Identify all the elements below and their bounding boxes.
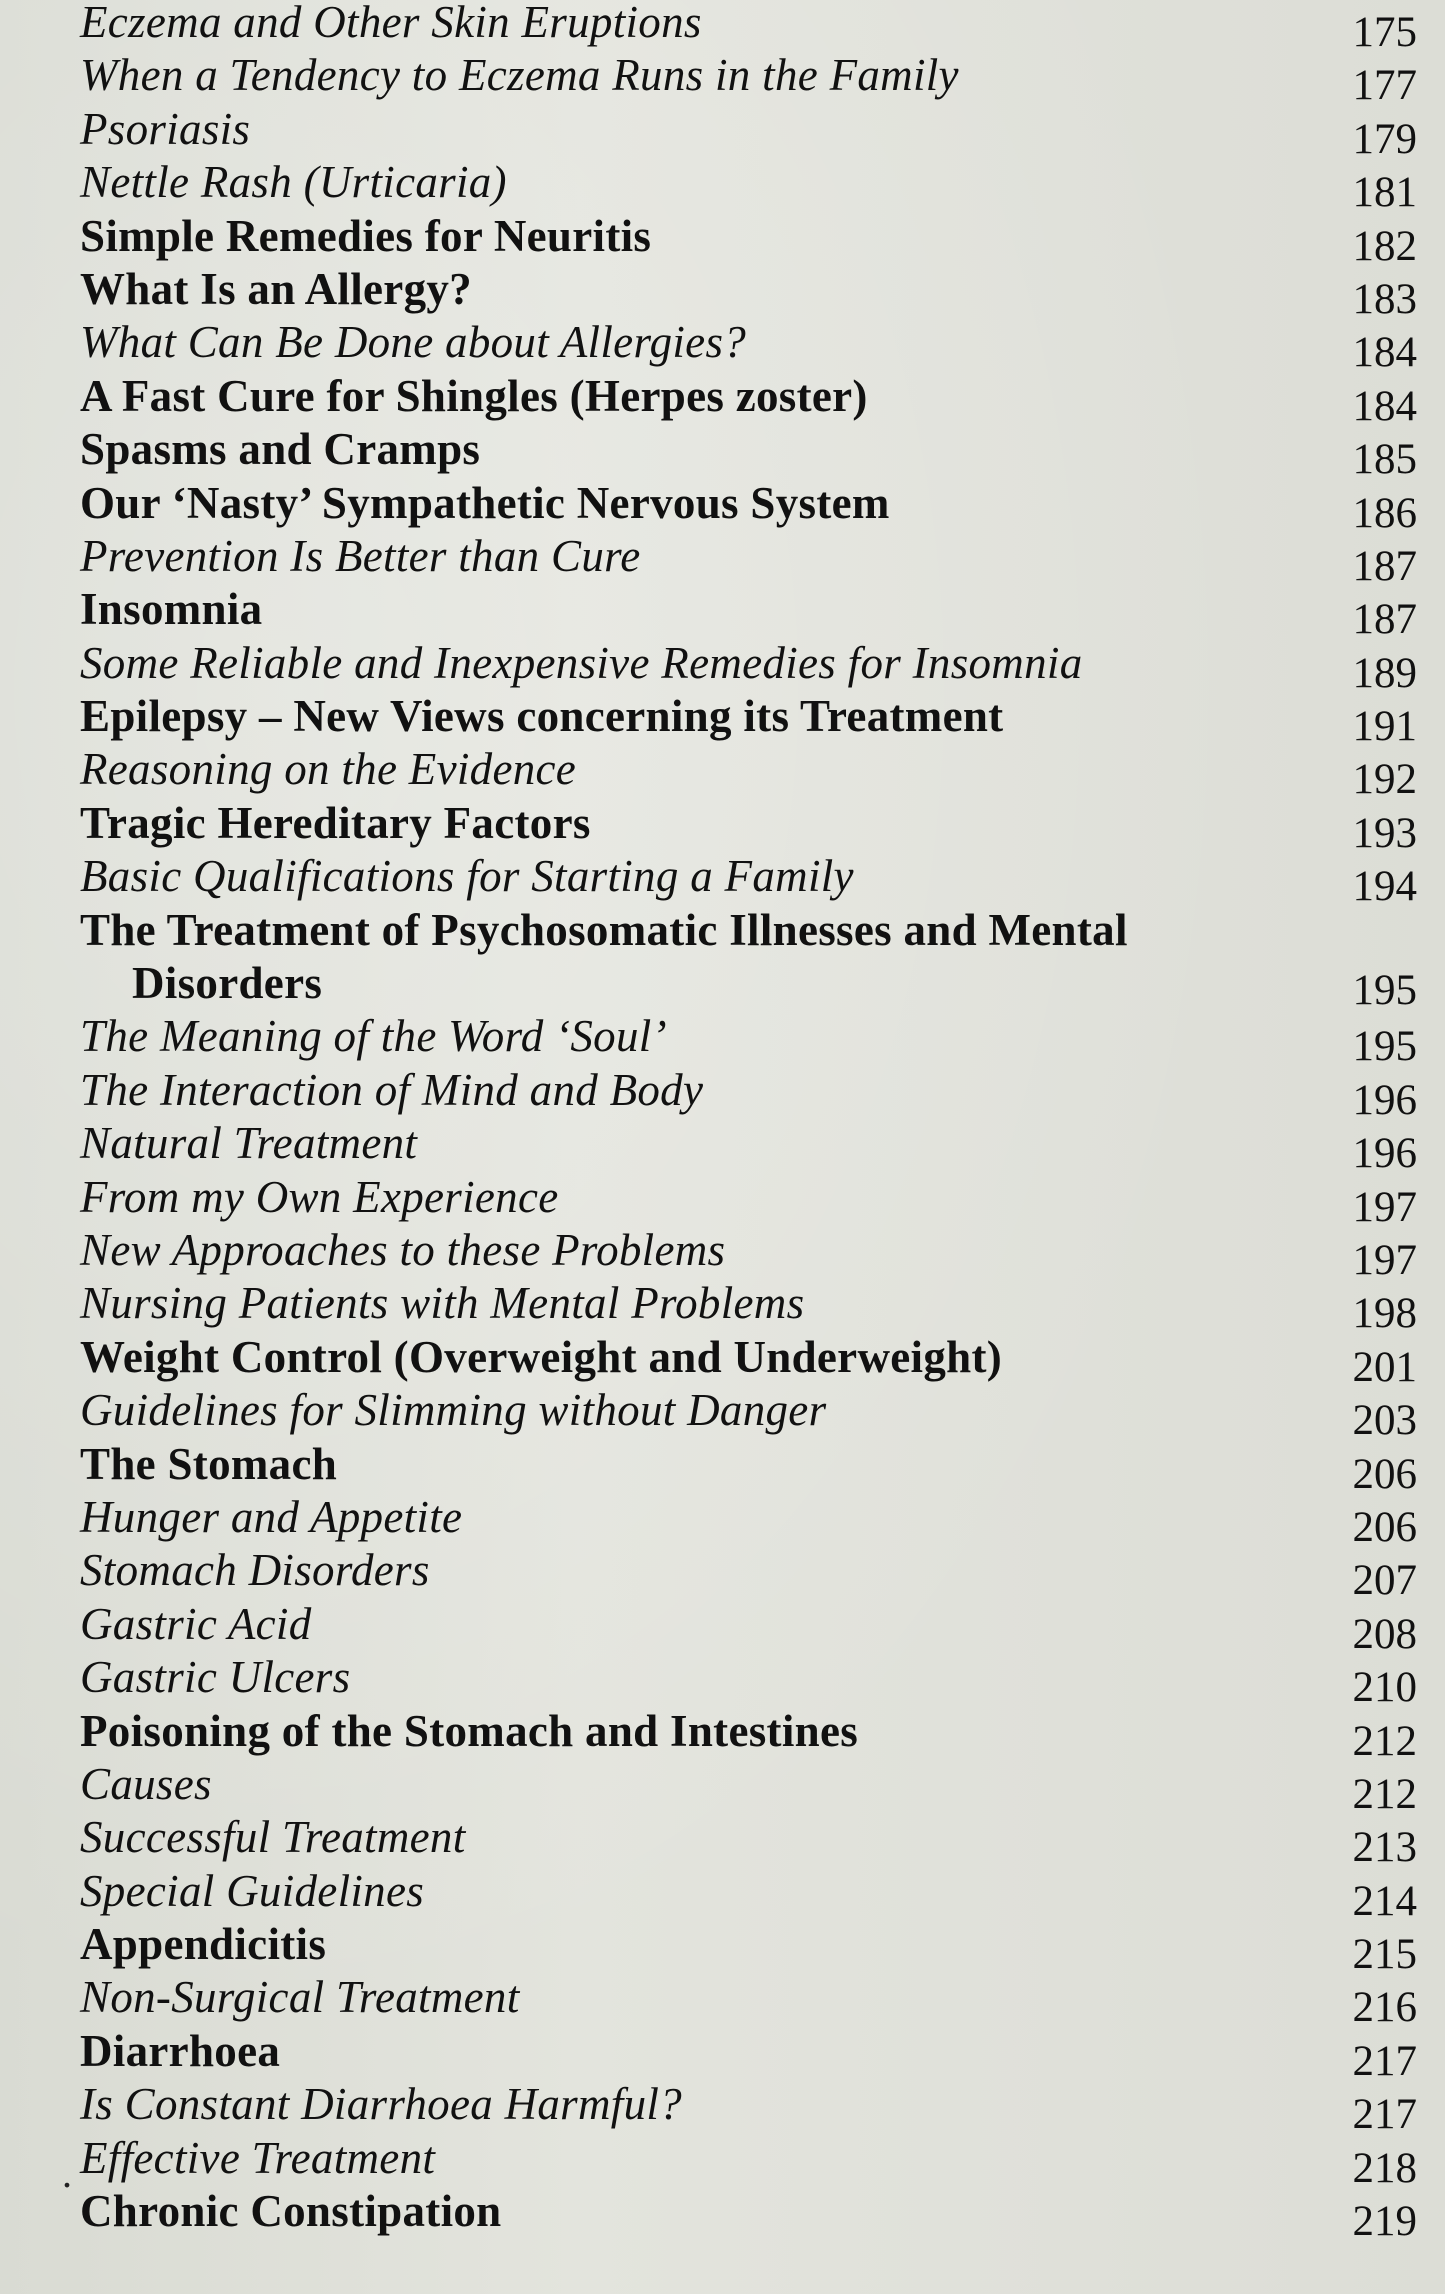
toc-entry-title-text: The Treatment of Psychosomatic Illnesses and Mental bbox=[80, 904, 1128, 955]
toc-entry-title-text: Stomach Disorders bbox=[80, 1545, 430, 1596]
toc-entry bbox=[0, 368, 1445, 430]
toc-entry-title bbox=[80, 1491, 1240, 1544]
toc-entry-page-number: 192 bbox=[1352, 756, 1417, 804]
toc-entry-title bbox=[80, 2078, 1240, 2131]
toc-entry-title-text: Gastric Ulcers bbox=[80, 1652, 351, 1703]
toc-entry bbox=[0, 314, 1445, 377]
toc-entry-title bbox=[80, 1224, 1240, 1277]
toc-entry-title bbox=[80, 583, 1240, 636]
toc-entry-title-text: Reasoning on the Evidence bbox=[80, 744, 577, 795]
toc-entry-page-number: 196 bbox=[1352, 1076, 1417, 1124]
toc-entry-title bbox=[80, 637, 1240, 690]
toc-entry-page-number: 189 bbox=[1352, 649, 1417, 697]
toc-entry bbox=[0, 1542, 1445, 1605]
toc-entry bbox=[0, 1062, 1445, 1124]
toc-entry-title bbox=[80, 1171, 1240, 1224]
toc-entry bbox=[0, 528, 1445, 590]
toc-entry bbox=[0, 848, 1445, 911]
toc-entry bbox=[0, 1382, 1445, 1445]
toc-entry bbox=[0, 1969, 1445, 2032]
toc-entry-title-text: Guidelines for Slimming without Danger bbox=[80, 1385, 827, 1436]
toc-entry-page-number: 182 bbox=[1352, 222, 1417, 270]
toc-entry-title bbox=[80, 2132, 1240, 2185]
toc-entry-page-number: 201 bbox=[1352, 1343, 1417, 1391]
toc-entry-title bbox=[80, 530, 1240, 583]
toc-entry-title-text: Epilepsy – New Views concerning its Treatment bbox=[80, 691, 1004, 742]
toc-entry-title bbox=[80, 49, 1240, 102]
toc-entry-title bbox=[80, 156, 1240, 209]
toc-entry-title bbox=[80, 1010, 1240, 1063]
toc-entry-title bbox=[80, 103, 1240, 156]
toc-entry-page-number: 183 bbox=[1352, 275, 1417, 323]
toc-entry-page-number: 194 bbox=[1352, 863, 1417, 911]
toc-entry-title-text: Is Constant Diarrhoea Harmful? bbox=[80, 2079, 682, 2130]
toc-entry bbox=[0, 1329, 1445, 1391]
toc-entry-title bbox=[80, 0, 1240, 49]
toc-entry-title bbox=[80, 1117, 1240, 1170]
toc-entry-title-text: Spasms and Cramps bbox=[80, 424, 481, 475]
toc-entry bbox=[0, 1222, 1445, 1284]
toc-entry bbox=[0, 154, 1445, 217]
toc-entry-title bbox=[80, 477, 1240, 530]
toc-entry-title-text: Insomnia bbox=[80, 584, 263, 635]
toc-entry-title-text: The Stomach bbox=[80, 1438, 338, 1489]
toc-entry-title-continuation: Disorders bbox=[132, 957, 323, 1008]
toc-entry-page-number: 187 bbox=[1352, 596, 1417, 644]
toc-entry-title-text: Some Reliable and Inexpensive Remedies for Insomnia bbox=[80, 637, 1083, 688]
toc-entry-title bbox=[80, 904, 1240, 1010]
toc-entry-title bbox=[80, 370, 1240, 423]
toc-entry bbox=[0, 2183, 1445, 2246]
toc-entry-title-text: Gastric Acid bbox=[80, 1598, 312, 1649]
toc-entry-title bbox=[80, 1811, 1240, 1864]
toc-entry bbox=[0, 688, 1445, 751]
toc-entry bbox=[0, 1649, 1445, 1712]
toc-entry-title-text: Poisoning of the Stomach and Intestines bbox=[80, 1705, 859, 1756]
toc-entry-page-number: 177 bbox=[1352, 62, 1417, 110]
toc-entry bbox=[0, 421, 1445, 484]
toc-entry-page-number: 184 bbox=[1352, 329, 1417, 377]
toc-entry bbox=[0, 101, 1445, 163]
toc-entry-title bbox=[80, 1064, 1240, 1117]
toc-entry-title bbox=[80, 1438, 1240, 1491]
toc-entry bbox=[0, 208, 1445, 270]
toc-entry-title bbox=[80, 1651, 1240, 1704]
toc-entry-title-text: Effective Treatment bbox=[80, 2132, 436, 2183]
stray-mark: . bbox=[62, 2150, 72, 2196]
toc-entry-title-text: Basic Qualifications for Starting a Family bbox=[80, 851, 854, 902]
toc-entry-page-number: 215 bbox=[1352, 1931, 1417, 1979]
toc-entry-title-text: When a Tendency to Eczema Runs in the Family bbox=[80, 50, 959, 101]
toc-entry-title bbox=[80, 1544, 1240, 1597]
toc-entry-page-number: 216 bbox=[1352, 1984, 1417, 2032]
toc-entry bbox=[0, 47, 1445, 110]
toc-entry-title bbox=[80, 423, 1240, 476]
toc-entry bbox=[0, 475, 1445, 537]
toc-entry bbox=[0, 1436, 1445, 1498]
toc-entry bbox=[0, 1596, 1445, 1658]
toc-entry-title bbox=[80, 797, 1240, 850]
toc-entry-title bbox=[80, 210, 1240, 263]
toc-entry bbox=[0, 1275, 1445, 1338]
toc-entry-title-text: Nursing Patients with Mental Problems bbox=[80, 1278, 805, 1329]
toc-entry-title-text: Successful Treatment bbox=[80, 1812, 466, 1863]
toc-entry-title bbox=[80, 1598, 1240, 1651]
toc-entry bbox=[0, 1169, 1445, 1231]
toc-entry-page-number: 195 bbox=[1352, 966, 1417, 1014]
toc-entry-title-text: A Fast Cure for Shingles (Herpes zoster) bbox=[80, 370, 868, 421]
toc-entry-page-number: 198 bbox=[1352, 1290, 1417, 1338]
toc-entry bbox=[0, 1809, 1445, 1872]
toc-entry bbox=[0, 581, 1445, 644]
toc-entry-page-number: 207 bbox=[1352, 1557, 1417, 1605]
toc-entry-title bbox=[80, 1971, 1240, 2024]
toc-entry-title bbox=[80, 1384, 1240, 1437]
toc-entry-page-number: 186 bbox=[1352, 489, 1417, 537]
toc-entry-title bbox=[80, 690, 1240, 743]
toc-entry-title-text: Nettle Rash (Urticaria) bbox=[80, 157, 507, 208]
toc-entry bbox=[0, 1115, 1445, 1178]
toc-entry bbox=[0, 1916, 1445, 1979]
toc-entry-page-number: 197 bbox=[1352, 1183, 1417, 1231]
toc-entry bbox=[0, 635, 1445, 697]
toc-entry-page-number: 193 bbox=[1352, 809, 1417, 857]
toc-entry-title bbox=[80, 1705, 1240, 1758]
toc-entry-page-number: 175 bbox=[1352, 9, 1417, 56]
toc-entry-page-number: 185 bbox=[1352, 436, 1417, 484]
toc-entry-page-number: 179 bbox=[1352, 115, 1417, 163]
toc-entry-page-number: 196 bbox=[1352, 1130, 1417, 1178]
toc-entry-title-text: Prevention Is Better than Cure bbox=[80, 530, 641, 581]
toc-entry-title bbox=[80, 2025, 1240, 2078]
toc-entry bbox=[0, 261, 1445, 323]
toc-entry bbox=[0, 2023, 1445, 2085]
toc-entry bbox=[0, 741, 1445, 804]
toc-entry bbox=[0, 902, 1445, 1014]
toc-entry-page-number: 181 bbox=[1352, 169, 1417, 217]
toc-entry-page-number: 210 bbox=[1352, 1664, 1417, 1712]
toc-entry-title-text: Hunger and Appetite bbox=[80, 1491, 463, 1542]
toc-entry-page-number: 191 bbox=[1352, 703, 1417, 751]
toc-entry bbox=[0, 2130, 1445, 2196]
toc-entry-title-text: Eczema and Other Skin Eruptions bbox=[80, 0, 702, 47]
toc-entry bbox=[0, 1489, 1445, 1551]
toc-entry-title-text: Non-Surgical Treatment bbox=[80, 1972, 520, 2023]
toc-entry-title bbox=[80, 1918, 1240, 1971]
toc-entry-title-text: The Meaning of the Word ‘Soul’ bbox=[80, 1011, 667, 1062]
toc-entry-page-number: 218 bbox=[1352, 2144, 1417, 2192]
toc-entry-title-text: Chronic Constipation bbox=[80, 2186, 502, 2237]
toc-entry-page-number: 197 bbox=[1352, 1237, 1417, 1284]
toc-entry-title-text: Psoriasis bbox=[80, 103, 251, 154]
toc-entry bbox=[0, 1008, 1445, 1071]
toc-entry-title-text: Simple Remedies for Neuritis bbox=[80, 210, 652, 261]
toc-entry-page-number: 184 bbox=[1352, 382, 1417, 430]
toc-entry-title bbox=[80, 316, 1240, 369]
toc-entry-title bbox=[80, 850, 1240, 903]
toc-entry-page-number: 212 bbox=[1352, 1770, 1417, 1818]
toc-entry-page-number: 206 bbox=[1352, 1503, 1417, 1551]
toc-entry-title bbox=[80, 1277, 1240, 1330]
toc-entry bbox=[0, 2076, 1445, 2139]
toc-entry-title-text: Special Guidelines bbox=[80, 1865, 425, 1916]
toc-entry bbox=[0, 1863, 1445, 1925]
toc-entry-title-text: Diarrhoea bbox=[80, 2025, 281, 2076]
toc-entry-page-number: 203 bbox=[1352, 1397, 1417, 1445]
toc-entry-title-text: The Interaction of Mind and Body bbox=[80, 1064, 704, 1115]
toc-entry-title bbox=[80, 1758, 1240, 1811]
toc-entry-page-number: 206 bbox=[1352, 1450, 1417, 1498]
toc-entry bbox=[0, 0, 1445, 56]
toc-entry-title-text: From my Own Experience bbox=[80, 1171, 559, 1222]
toc-entry-title bbox=[80, 743, 1240, 796]
toc-entry-page-number: 214 bbox=[1352, 1877, 1417, 1925]
toc-entry-page-number: 208 bbox=[1352, 1610, 1417, 1658]
toc-entry-page-number: 217 bbox=[1352, 2091, 1417, 2139]
toc-entry-title-text: What Is an Allergy? bbox=[80, 263, 472, 314]
toc-entry bbox=[0, 795, 1445, 857]
toc-entry bbox=[0, 1756, 1445, 1818]
toc-entry-title-text: Causes bbox=[80, 1758, 212, 1809]
toc-entry-page-number: 195 bbox=[1352, 1023, 1417, 1071]
toc-entry-page-number: 187 bbox=[1352, 542, 1417, 590]
toc-entry-title bbox=[80, 2185, 1240, 2238]
toc-entry-page-number: 219 bbox=[1352, 2198, 1417, 2246]
toc-entry-title-text: Tragic Hereditary Factors bbox=[80, 797, 591, 848]
toc-entry-title-text: Appendicitis bbox=[80, 1919, 327, 1970]
toc-entry-page-number: 212 bbox=[1352, 1717, 1417, 1765]
toc-entry-page-number: 217 bbox=[1352, 2037, 1417, 2085]
toc-entry-title bbox=[80, 263, 1240, 316]
toc-entry-title-text: Natural Treatment bbox=[80, 1118, 418, 1169]
toc-entry-title bbox=[80, 1331, 1240, 1384]
toc-entry-title bbox=[80, 1865, 1240, 1918]
toc-entry-title-text: New Approaches to these Problems bbox=[80, 1225, 726, 1275]
toc-entry-title-text: Weight Control (Overweight and Underweight) bbox=[80, 1331, 1003, 1382]
toc-entry bbox=[0, 1703, 1445, 1765]
toc-entry-title-text: Our ‘Nasty’ Sympathetic Nervous System bbox=[80, 477, 890, 528]
toc-entry-page-number: 213 bbox=[1352, 1824, 1417, 1872]
toc-entry-title-text: What Can Be Done about Allergies? bbox=[80, 317, 747, 368]
